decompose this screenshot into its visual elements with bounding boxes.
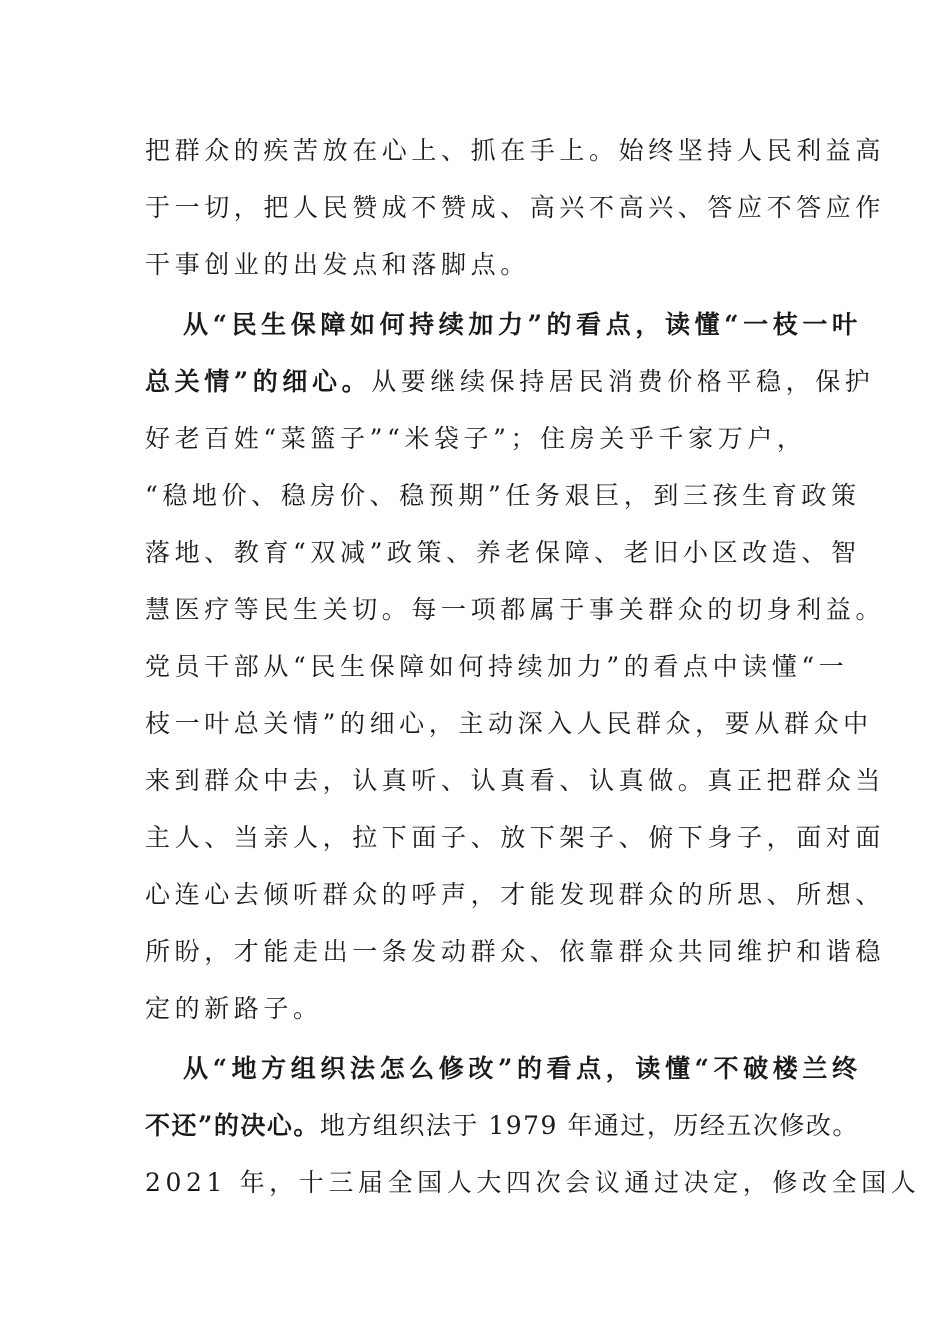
text-line xyxy=(145,752,886,809)
text-line xyxy=(145,809,886,866)
line-text: 所盼，才能走出一条发动群众、依靠群众共同维护和谐稳 xyxy=(145,937,886,966)
text-line xyxy=(145,236,825,293)
text-line xyxy=(145,695,873,752)
line-text: 地方组织法于 1979 年通过，历经五次修改。 xyxy=(319,1111,859,1140)
text-line xyxy=(145,980,825,1037)
text-line xyxy=(145,581,886,638)
line-text: 于一切，把人民赞成不赞成、高兴不高兴、答应不答应作 xyxy=(145,193,886,222)
paragraph xyxy=(145,122,886,293)
line-text: 慧医疗等民生关切。每一项都属于事关群众的切身利益。 xyxy=(145,595,886,624)
text-line xyxy=(145,866,886,923)
paragraph xyxy=(145,296,886,1037)
line-text: 2021 年，十三届全国人大四次会议通过决定，修改全国人 xyxy=(145,1168,921,1197)
text-line xyxy=(145,179,886,236)
text-line xyxy=(145,296,862,353)
line-text: 好老百姓“菜篮子”“米袋子”；住房关乎千家万户， xyxy=(145,424,807,453)
bold-heading-text: 不还”的决心。 xyxy=(145,1111,320,1140)
line-text: 党员干部从“民生保障如何持续加力”的看点中读懂“一 xyxy=(145,652,849,681)
bold-heading-text: 总关情”的细心。 xyxy=(145,367,372,396)
text-line xyxy=(145,353,875,410)
bold-heading-text: 从“民生保障如何持续加力”的看点，读懂“一枝一叶 xyxy=(183,310,862,339)
text-line xyxy=(145,410,825,467)
document-body xyxy=(145,122,921,1211)
text-line xyxy=(145,467,861,524)
paragraph xyxy=(145,1040,921,1211)
line-text: 心连心去倾听群众的呼声，才能发现群众的所思、所想、 xyxy=(145,880,886,909)
bold-heading-text: 从“地方组织法怎么修改”的看点，读懂“不破楼兰终 xyxy=(183,1054,862,1083)
line-text: 枝一叶总关情”的细心，主动深入人民群众，要从群众中 xyxy=(145,709,873,738)
text-line xyxy=(145,122,886,179)
line-text: 定的新路子。 xyxy=(145,994,323,1023)
text-line xyxy=(145,1097,859,1154)
line-text: 落地、教育“双减”政策、养老保障、老旧小区改造、智 xyxy=(145,538,861,567)
text-line xyxy=(145,638,849,695)
line-text: 主人、当亲人，拉下面子、放下架子、俯下身子，面对面 xyxy=(145,823,886,852)
line-text: 干事创业的出发点和落脚点。 xyxy=(145,250,530,279)
line-text: 把群众的疾苦放在心上、抓在手上。始终坚持人民利益高 xyxy=(145,136,886,165)
text-line xyxy=(145,923,886,980)
text-line xyxy=(145,524,861,581)
text-line xyxy=(145,1154,921,1211)
line-text: 从要继续保持居民消费价格平稳，保护 xyxy=(371,367,875,396)
line-text: 来到群众中去，认真听、认真看、认真做。真正把群众当 xyxy=(145,766,886,795)
text-line xyxy=(145,1040,862,1097)
line-text: “稳地价、稳房价、稳预期”任务艰巨，到三孩生育政策 xyxy=(145,481,861,510)
